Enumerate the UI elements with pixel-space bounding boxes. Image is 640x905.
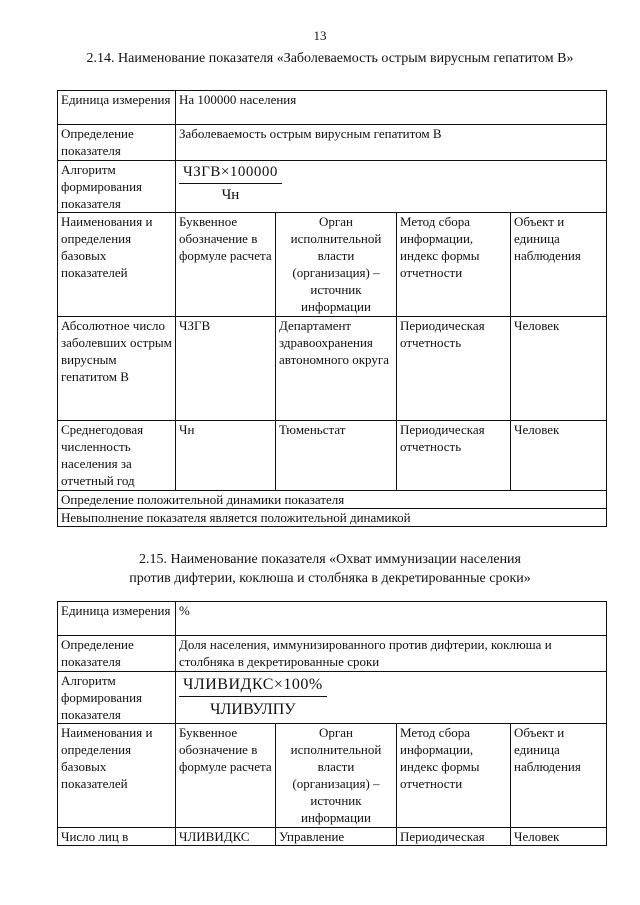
header-cell: Наименования и определения базовых показателей <box>58 724 176 828</box>
table-cell: Периодическая отчетность <box>397 317 511 421</box>
algorithm-label: Алгоритм формирования показателя <box>58 672 176 724</box>
positive-dynamics-value: Невыполнение показателя является положительной динамикой <box>58 509 607 527</box>
header-cell: Метод сбора информации, индекс формы отчетности <box>397 724 511 828</box>
definition-value: Заболеваемость острым вирусным гепатитом В <box>176 125 607 161</box>
table-cell: Управление <box>276 828 397 846</box>
table-cell: Департамент здравоохранения автономного округа <box>276 317 397 421</box>
table-row <box>58 828 607 846</box>
definition-label: Определение показателя <box>58 125 176 161</box>
header-cell: Объект и единица наблюдения <box>511 213 607 317</box>
header-cell: Метод сбора информации, индекс формы отчетности <box>397 213 511 317</box>
page-number: 13 <box>313 28 327 43</box>
formula <box>179 674 327 720</box>
algorithm-row <box>58 672 607 724</box>
definition-value: Доля населения, иммунизированного против дифтерии, коклюша и столбняка в декретированные сроки <box>176 636 607 672</box>
table-cell: ЧЛИВИДКС <box>176 828 276 846</box>
algorithm-label: Алгоритм формирования показателя <box>58 161 176 213</box>
header-cell: Буквенное обозначение в формуле расчета <box>176 213 276 317</box>
table-cell: Периодическая <box>397 828 511 846</box>
table-cell: Тюменьстат <box>276 421 397 491</box>
indicator-table-2-14 <box>57 90 607 527</box>
header-cell: Орган исполнительной власти (организация) – источник информации <box>276 213 397 317</box>
table-cell: Чн <box>176 421 276 491</box>
unit-label: Единица измерения <box>58 91 176 125</box>
unit-row <box>58 91 607 125</box>
section-title-2-15-line-1: 2.15. Наименование показателя «Охват иммунизации населения <box>138 552 521 567</box>
formula <box>179 163 282 205</box>
table-cell: Абсолютное число заболевших острым вирусным гепатитом В <box>58 317 176 421</box>
unit-value: % <box>176 602 607 636</box>
formula-numerator: ЧЛИВИДКС×100% <box>179 674 327 697</box>
formula-denominator: Чн <box>221 187 240 203</box>
unit-value: На 100000 населения <box>176 91 607 125</box>
table-row <box>58 317 607 421</box>
header-row <box>58 213 607 317</box>
header-cell: Наименования и определения базовых показателей <box>58 213 176 317</box>
table-cell: Человек <box>511 828 607 846</box>
footer-row <box>58 509 607 527</box>
section-title-2-14: 2.14. Наименование показателя «Заболеваемость острым вирусным гепатитом В» <box>86 51 574 66</box>
header-row <box>58 724 607 828</box>
unit-label: Единица измерения <box>58 602 176 636</box>
positive-dynamics-label: Определение положительной динамики показателя <box>58 491 607 509</box>
table-cell: Число лиц в <box>58 828 176 846</box>
algorithm-formula <box>176 672 607 724</box>
section-title-2-15-line-2: против дифтерии, коклюша и столбняка в декретированные сроки» <box>129 571 531 586</box>
definition-label: Определение показателя <box>58 636 176 672</box>
header-cell: Объект и единица наблюдения <box>511 724 607 828</box>
algorithm-row <box>58 161 607 213</box>
header-cell: Буквенное обозначение в формуле расчета <box>176 724 276 828</box>
unit-row <box>58 602 607 636</box>
formula-denominator: ЧЛИВУЛПУ <box>210 701 296 718</box>
indicator-table-2-15 <box>57 601 607 846</box>
table-cell: ЧЗГВ <box>176 317 276 421</box>
header-cell: Орган исполнительной власти (организация) – источник информации <box>276 724 397 828</box>
footer-row <box>58 491 607 509</box>
table-cell: Среднегодовая численность населения за отчетный год <box>58 421 176 491</box>
table-cell: Человек <box>511 421 607 491</box>
table-cell: Человек <box>511 317 607 421</box>
table-cell: Периодическая отчетность <box>397 421 511 491</box>
table-row <box>58 421 607 491</box>
definition-row <box>58 636 607 672</box>
formula-numerator: ЧЗГВ×100000 <box>179 163 282 184</box>
definition-row <box>58 125 607 161</box>
algorithm-formula <box>176 161 607 213</box>
